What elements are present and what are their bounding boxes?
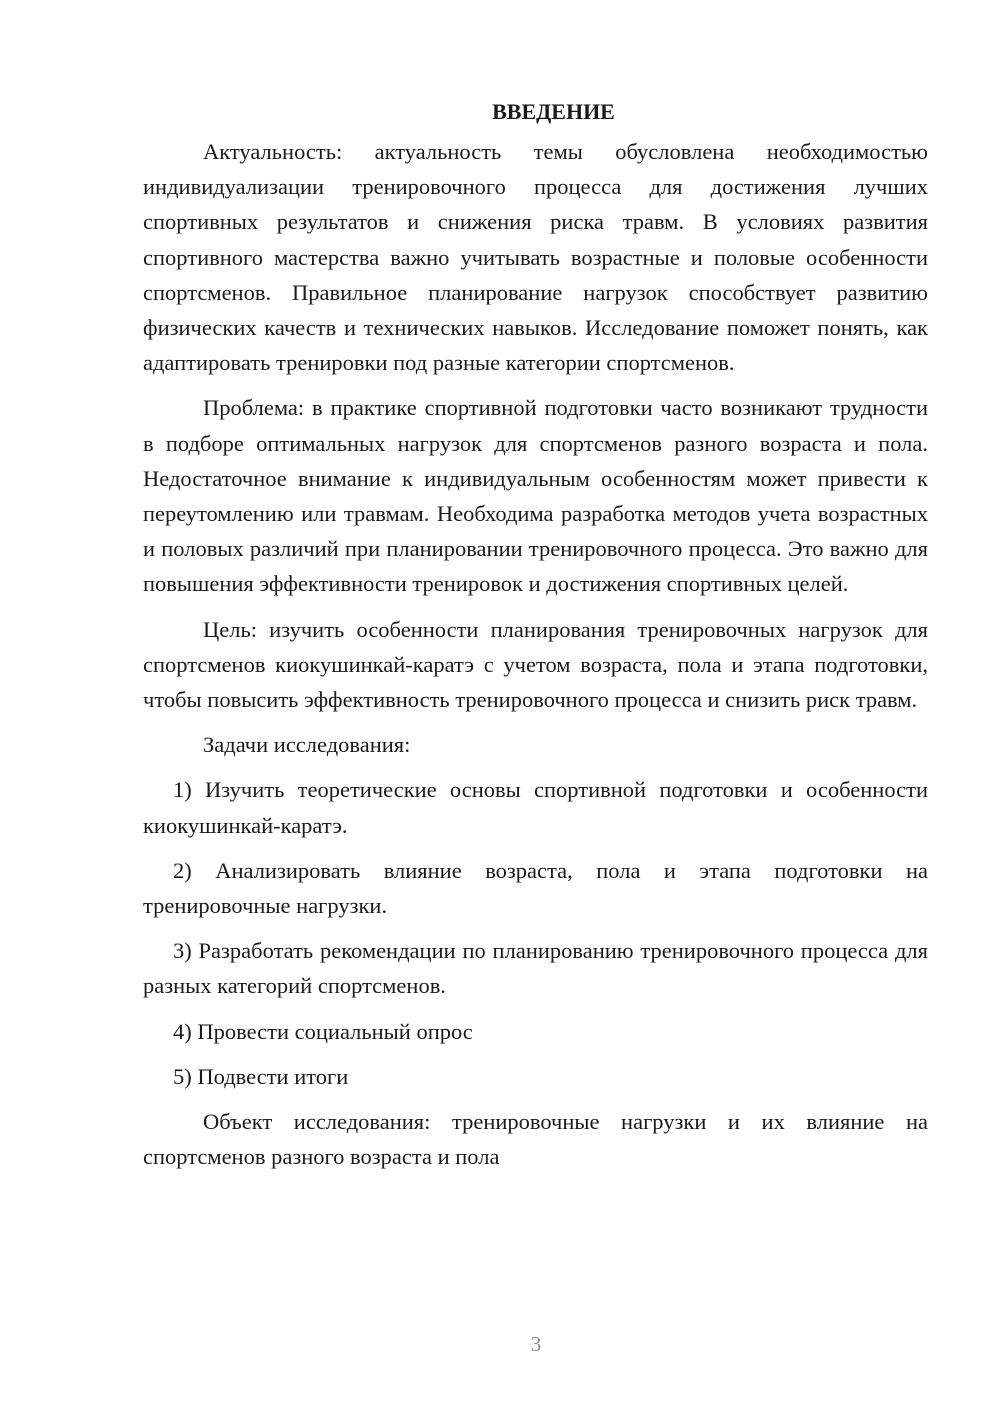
task-item-4: 4) Провести социальный опрос: [173, 1018, 473, 1044]
paragraph-problem: Проблема: в практике спортивной подготовки часто возникают трудности в подборе оптимальных нагрузок для спортсменов разного возраста и пола. Недостаточное внимание к индивидуальным особенностям может привести к переутомлению или травмам. Необходима разработка методов учета возрастных и половых различий при планировании тренировочного процесса. Это важно для повышения эффективности тренировок и достижения спортивных целей.: [143, 395, 928, 597]
task-item-2: 2) Анализировать влияние возраста, пола и этапа подготовки на тренировочные нагрузки.: [143, 857, 928, 919]
paragraph-goal: Цель: изучить особенности планирования тренировочных нагрузок для спортсменов киокушинкай-каратэ с учетом возраста, пола и этапа подготовки, чтобы повысить эффективность тренировочного процесса и снизить риск травм.: [143, 616, 928, 713]
task-item-1: 1) Изучить теоретические основы спортивной подготовки и особенности киокушинкай-каратэ.: [143, 777, 928, 838]
paragraph-relevance: Актуальность: актуальность темы обусловлена необходимостью индивидуализации тренировочного процесса для достижения лучших спортивных результатов и снижения риска травм. В условиях развития спортивного мастерства важно учитывать возрастные и половые особенности спортсменов. Правильное планирование нагрузок способствует развитию физических качеств и технических навыков. Исследование поможет понять, как адаптировать тренировки под разные категории спортсменов.: [143, 139, 928, 376]
section-heading: ВВЕДЕНИЕ: [492, 99, 615, 124]
task-item-5: 5) Подвести итоги: [173, 1063, 349, 1089]
page-number: 3: [530, 1332, 542, 1356]
tasks-title: Задачи исследования:: [203, 732, 411, 758]
task-item-3: 3) Разработать рекомендации по планированию тренировочного процесса для разных категорий спортсменов.: [143, 938, 928, 999]
paragraph-object: Объект исследования: тренировочные нагрузки и их влияние на спортсменов разного возраста и пола: [143, 1109, 928, 1170]
